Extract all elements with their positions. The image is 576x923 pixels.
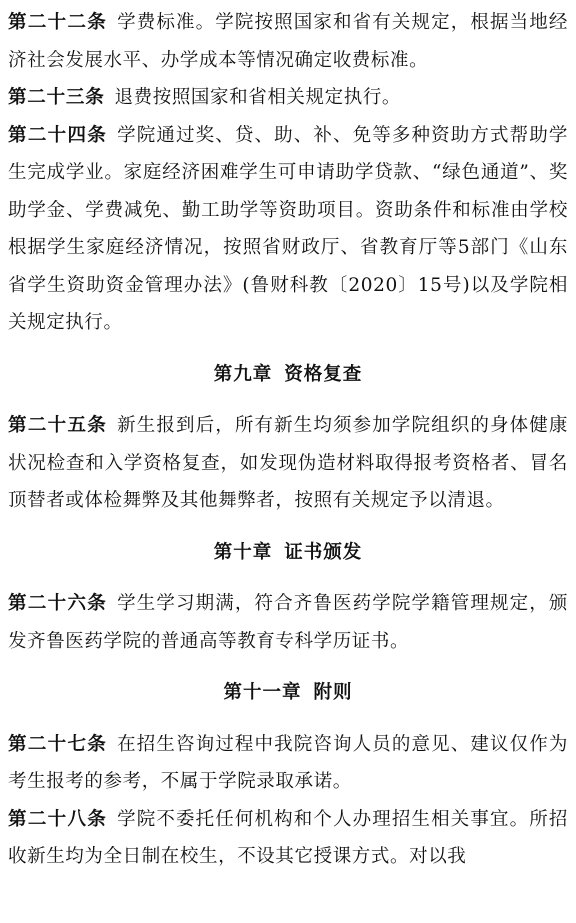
article-number: 第二十八条: [8, 808, 108, 830]
article-text: 学院不委托任何机构和个人办理招生相关事宜。所招收新生均为全日制在校生，不设其它授课方式。对以我: [8, 808, 568, 867]
article-number: 第二十三条: [8, 87, 105, 108]
chapter-number: 第十章: [213, 541, 273, 563]
article-number: 第二十五条: [8, 415, 108, 436]
article-28: [8, 801, 568, 876]
chapter-heading-9: [8, 356, 568, 394]
article-text: 学院通过奖、贷、助、补、免等多种资助方式帮助学生完成学业。家庭经济困难学生可申请助学贷款、“绿色通道”、奖助学金、学费减免、勤工助学等资助项目。资助条件和标准由学校根据学生家庭经济情况，按照省财政厅、省教育厅等5部门《山东省学生资助资金管理办法》(鲁财科教〔2020〕15号)以及学院相关规定执行。: [8, 124, 568, 333]
chapter-heading-10: [8, 534, 568, 572]
article-22: [8, 4, 568, 79]
chapter-title: 附则: [313, 682, 353, 703]
article-number: 第二十六条: [8, 593, 108, 614]
chapter-number: 第十一章: [223, 682, 302, 703]
article-number: 第二十四条: [8, 124, 108, 146]
chapter-heading-11: [8, 674, 568, 712]
article-text: 退费按照国家和省相关规定执行。: [114, 87, 402, 108]
article-number: 第二十七条: [8, 733, 108, 755]
article-27: [8, 726, 568, 801]
article-24: [8, 117, 568, 342]
article-text: 学费标准。学院按照国家和省有关规定，根据当地经济社会发展水平、办学成本等情况确定收费标准。: [8, 12, 568, 71]
chapter-title: 资格复查: [284, 363, 363, 385]
article-text: 新生报到后，所有新生均须参加学院组织的身体健康状况检查和入学资格复查，如发现伪造材料取得报考资格者、冒名顶替者或体检舞弊及其他舞弊者，按照有关规定予以清退。: [8, 415, 568, 511]
article-number: 第二十二条: [8, 12, 108, 33]
article-text: 学生学习期满，符合齐鲁医药学院学籍管理规定，颁发齐鲁医药学院的普通高等教育专科学历证书。: [8, 593, 568, 652]
article-23: [8, 79, 568, 117]
article-text: 在招生咨询过程中我院咨询人员的意见、建议仅作为考生报考的参考，不属于学院录取承诺。: [8, 733, 568, 792]
article-26: [8, 585, 568, 660]
chapter-number: 第九章: [213, 363, 273, 385]
article-25: [8, 407, 568, 520]
chapter-title: 证书颁发: [284, 541, 363, 563]
